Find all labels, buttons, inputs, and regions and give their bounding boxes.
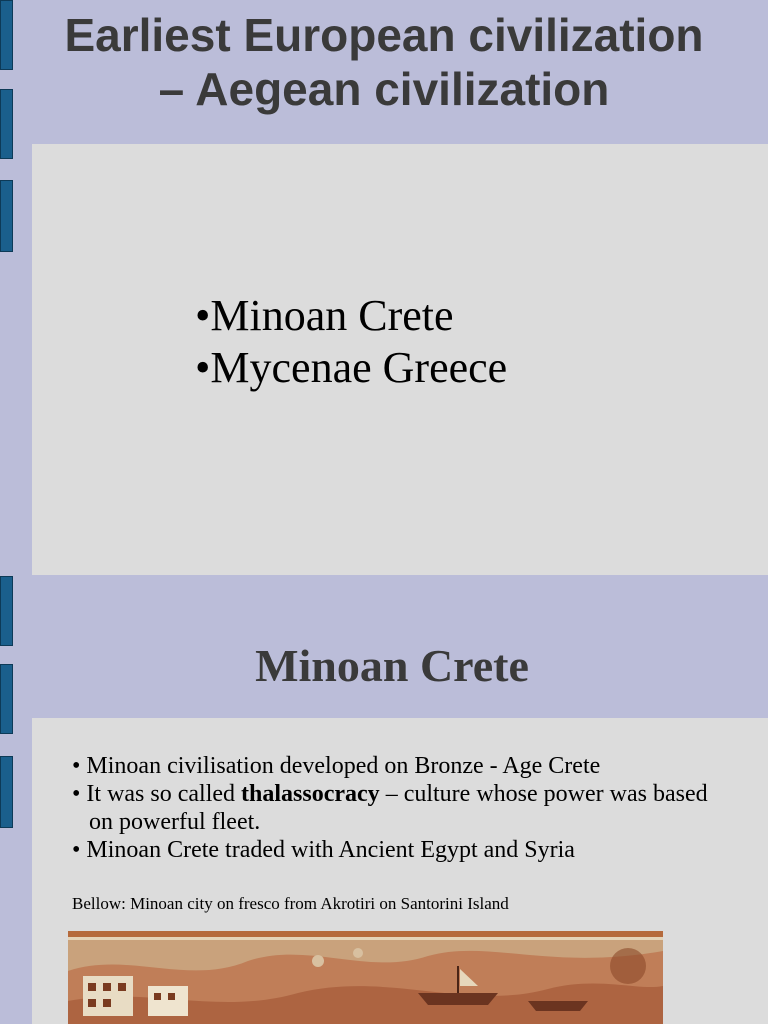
slide-title: Minoan Crete — [255, 640, 529, 691]
slide-title: Earliest European civilization – Aegean civilization — [64, 9, 704, 115]
bullet-marker: • — [72, 781, 81, 807]
bullet-text: Minoan civilisation developed on Bronze - Age Crete — [86, 753, 601, 779]
slide-tab-1 — [0, 0, 13, 70]
slide-tab-2 — [0, 89, 13, 159]
slide-tab-3 — [0, 756, 13, 828]
bullet-text: It was so called — [86, 781, 242, 807]
bullet-item — [72, 836, 712, 864]
bullet-marker: • — [72, 837, 81, 863]
bold-term: thalassocracy — [241, 781, 380, 807]
fresco-image — [68, 931, 663, 1024]
image-caption: Bellow: Minoan city on fresco from Akrotiri on Santorini Island — [72, 894, 509, 913]
bullet-marker: • — [72, 753, 81, 779]
bullet-item — [72, 780, 712, 836]
bullet-list — [195, 290, 507, 394]
slide-tab-3 — [0, 180, 13, 252]
bullet-text: – culture whose power was based on powerful fleet. — [89, 781, 708, 835]
bullet-text: Minoan Crete traded with Ancient Egypt and Syria — [86, 837, 575, 863]
bullet-item: •Mycenae Greece — [195, 343, 508, 392]
slide-tab-1 — [0, 576, 13, 646]
bullet-item — [72, 752, 712, 780]
slide-2 — [0, 576, 768, 1024]
bullet-list — [72, 752, 712, 864]
bullet-item: •Minoan Crete — [195, 291, 454, 340]
